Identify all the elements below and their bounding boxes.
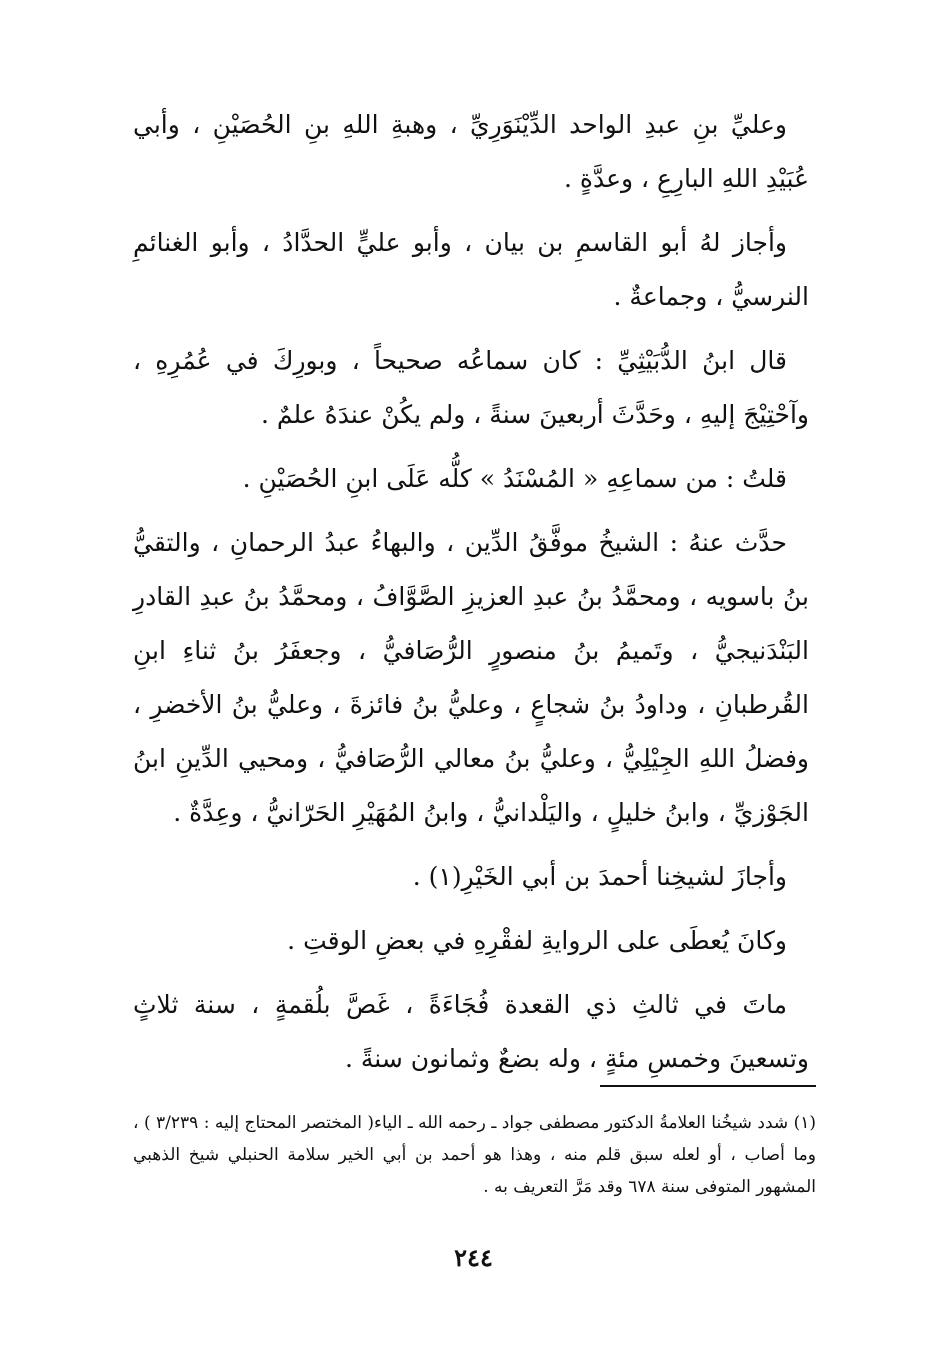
paragraph: وكانَ يُعطَى على الروايةِ لفقْرِهِ في بعضِ الوقتِ . (287, 926, 787, 955)
paragraph: وأجازَ لشيخِنا أحمدَ بن أبي الخَيْرِ(١) . (412, 862, 787, 891)
main-text (133, 98, 809, 1086)
paragraph: قال ابنُ الدُّبَيْثِيِّ : كان سماعُه صحيحاً ، وبورِكَ في عُمُرِهِ ، وآحْتِيْجَ إليهِ ، وحَدَّثَ أربعينَ سنةً ، ولم يكُنْ عندَهُ علمٌ . (133, 346, 809, 429)
footnote-separator (600, 1085, 816, 1087)
paragraph: ماتَ في ثالثِ ذي القعدة فُجَاءَةً ، غَصَّ بلُقمةٍ ، سنة ثلاثٍ وتسعينَ وخمسِ مئةٍ ، وله بضعٌ وثمانون سنةً . (133, 990, 809, 1073)
footnote: (١) شدد شيخُنا العلامةُ الدكتور مصطفى جواد ـ رحمه الله ـ الياء( المختصر المحتاج إليه : ٣/٢٣٩ ) ، وما أصاب ، أو لعله سبق قلم منه ، وهذا هو أحمد بن أبي الخير سلامة الحنبلي شيخ الذهبي المشهور المتوفى سنة ٦٧٨ وقد مَرَّ التعريف به . (133, 1113, 816, 1197)
paragraph: قلتُ : من سماعِهِ « المُسْنَدُ » كلُّه عَلَى ابنِ الحُصَيْنِ . (242, 464, 787, 493)
paragraph: وأجاز لهُ أبو القاسمِ بن بيان ، وأبو عليٍّ الحدَّادُ ، وأبو الغنائمِ النرسيُّ ، وجماعةٌ . (133, 228, 809, 311)
paragraph: حدَّث عنهُ : الشيخُ موفَّقُ الدِّين ، والبهاءُ عبدُ الرحمانِ ، والتقيُّ بنُ باسويه ، ومحمَّدُ بنُ عبدِ العزيزِ الصَّوَّافُ ، ومحمَّدُ بنُ عبدِ القادرِ البَنْدَنيجيُّ ، وتَميمُ بنُ منصورٍ الرُّصَافيُّ ، وجعفَرُ بنُ ثناءِ ابنِ القُرطبانِ ، وداودُ بنُ شجاعٍ ، وعليُّ بنُ فائزةَ ، وعليُّ بنُ الأخضرِ ، وفضلُ اللهِ الجِيْلِيُّ ، وعليُّ بنُ معالي الرُّصَافيُّ ، ومحيي الدِّينِ ابنُ الجَوْزيِّ ، وابنُ خليلٍ ، واليَلْدانيُّ ، وابنُ المُهَيْرِ الحَرّانيُّ ، وعِدَّةٌ . (133, 528, 809, 827)
page-number: ٢٤٤ (454, 1243, 493, 1272)
paragraph: وعليِّ بنِ عبدِ الواحد الدِّيْنَوَرِيِّ ، وهبةِ اللهِ بنِ الحُصَيْنِ ، وأبي عُبَيْدِ اللهِ البارِعِ ، وعدَّةٍ . (133, 110, 809, 193)
